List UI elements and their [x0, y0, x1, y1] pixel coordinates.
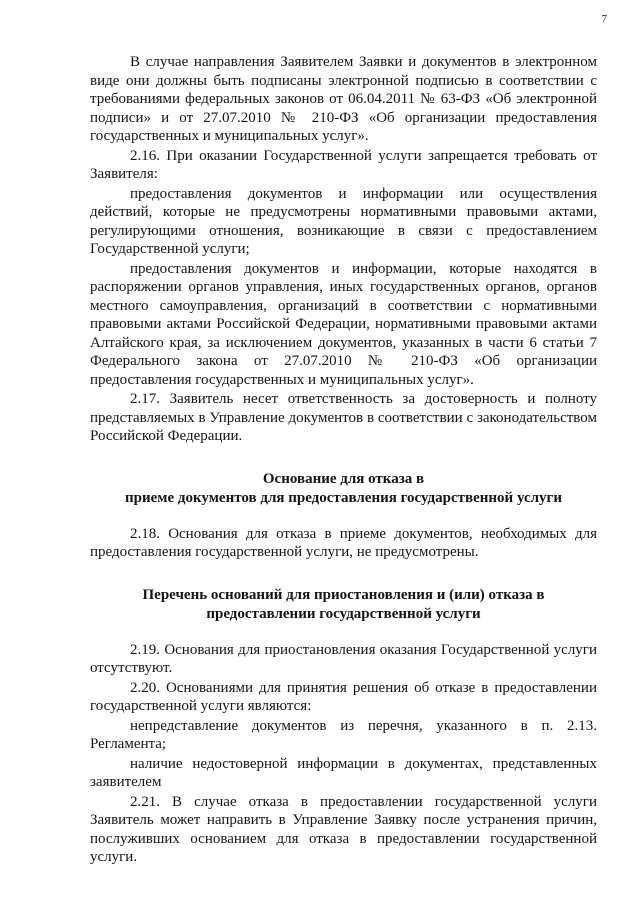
paragraph-2-18: 2.18. Основания для отказа в приеме документов, необходимых для предоставления государственной услуги, не предусмотрены. — [90, 525, 597, 560]
paragraph-2-19: 2.19. Основания для приостановления оказания Государственной услуги отсутствуют. — [90, 641, 597, 676]
section-heading-suspension-grounds-line1: Перечень оснований для приостановления и (или) отказа в — [142, 586, 545, 603]
paragraph-2-16: 2.16. При оказании Государственной услуги запрещается требовать от Заявителя: — [90, 147, 597, 182]
paragraph-2-20: 2.20. Основаниями для принятия решения об отказе в предоставлении государственной услуги являются: — [90, 679, 597, 714]
paragraph-2-17: 2.17. Заявитель несет ответственность за достоверность и полноту представляемых в Управление документов в соответствии с законодательством Российской Федерации. — [90, 391, 597, 444]
section-heading-suspension-grounds-line2: предоставлении государственной услуги — [206, 605, 481, 622]
page-number: 7 — [601, 13, 607, 25]
document-body — [90, 53, 597, 868]
section-heading-refusal-grounds — [90, 470, 597, 508]
section-heading-refusal-grounds-line1: Основание для отказа в — [262, 470, 425, 487]
section-heading-refusal-grounds-line2: приеме документов для предоставления государственной услуги — [124, 489, 563, 506]
paragraph-2-20-item-1: непредставление документов из перечня, указанного в п. 2.13. Регламента; — [90, 717, 597, 752]
section-heading-suspension-grounds — [90, 586, 597, 624]
paragraph-2-16-item-1: предоставления документов и информации или осуществления действий, которые не предусмотрены нормативными правовыми актами, регулирующими отношения, возникающие в связи с предоставлением Государственной услуги; — [90, 185, 597, 257]
paragraph-electronic-submission: В случае направления Заявителем Заявки и документов в электронном виде они должны быть подписаны электронной подписью в соответствии с требованиями федеральных законов от 06.04.2011 № 63-ФЗ «Об электронной подписи» и от 27.07.2010 № 210-ФЗ «Об организации предоставления государственных и муниципальных услуг». — [90, 54, 597, 144]
paragraph-2-21: 2.21. В случае отказа в предоставлении государственной услуги Заявитель может направить в Управление Заявку после устранения причин, послуживших основанием для отказа в предоставлении государственной услуги. — [90, 793, 597, 865]
paragraph-2-20-item-2: наличие недостоверной информации в документах, представленных заявителем — [90, 755, 597, 790]
paragraph-2-16-item-2: предоставления документов и информации, которые находятся в распоряжении органов управления, иных государственных органов, органов местного самоуправления, организаций в соответствии с нормативными правовыми актами Российской Федерации, нормативными правовыми актами Алтайского края, за исключением документов, указанных в части 6 статьи 7 Федерального закона от 27.07.2010 № 210-ФЗ «Об организации предоставления государственных и муниципальных услуг». — [90, 260, 597, 388]
